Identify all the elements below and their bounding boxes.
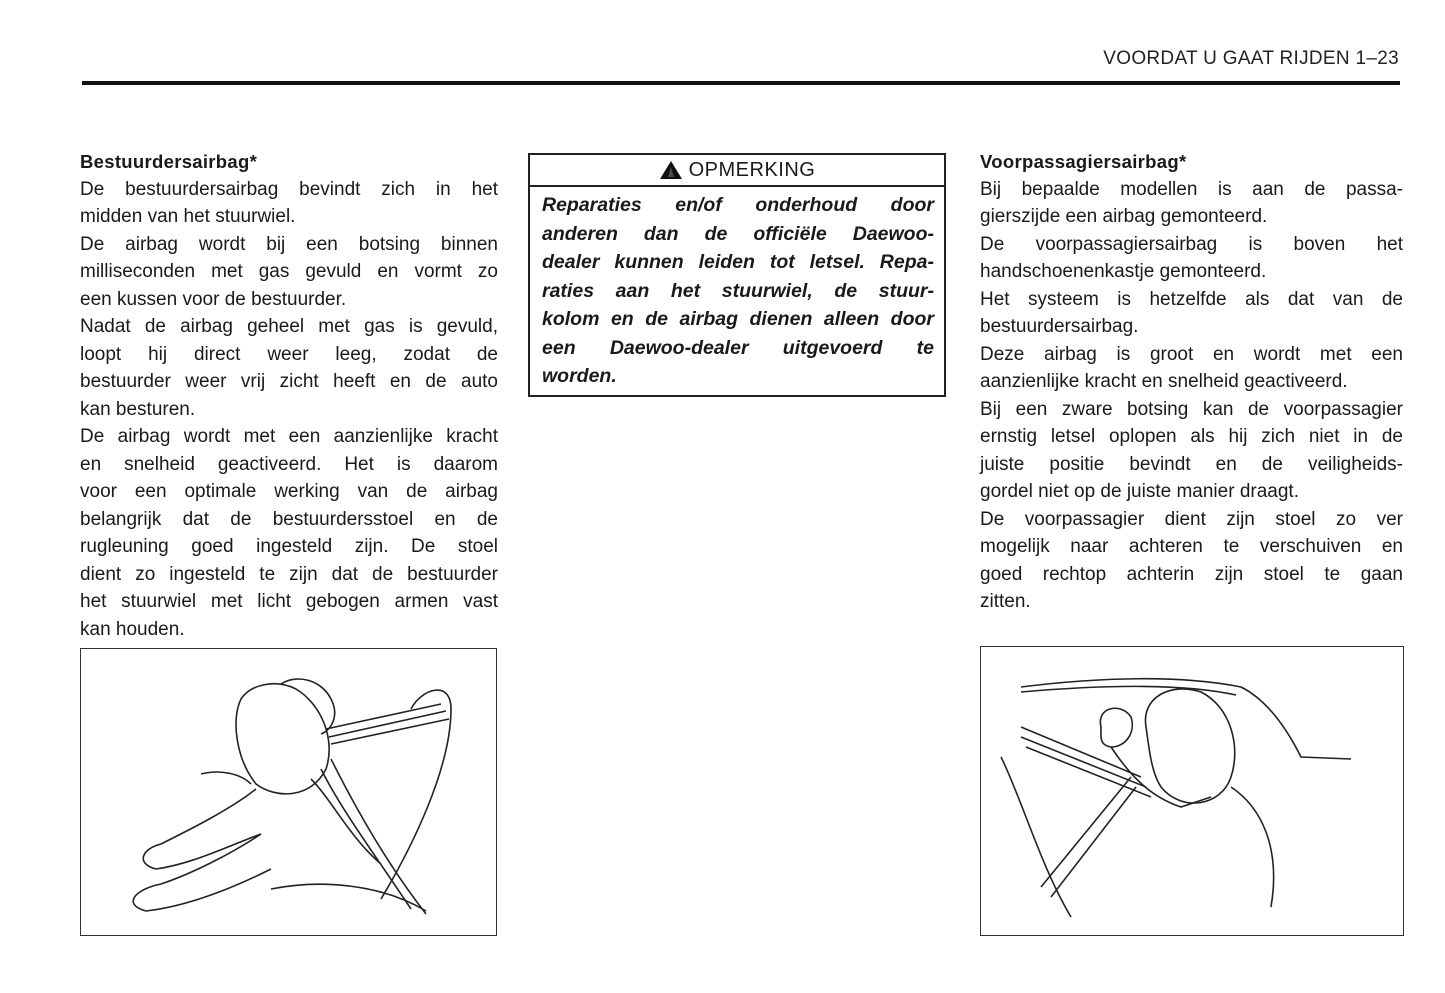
driver-airbag-section bbox=[80, 148, 498, 643]
notice-line: raties aan het stuurwiel, de stuur- bbox=[542, 279, 934, 302]
notice-text bbox=[530, 187, 944, 391]
passenger-airbag-section bbox=[980, 148, 1403, 616]
notice-title-text: OPMERKING bbox=[688, 158, 816, 181]
notice-line: Reparaties en/of onderhoud door bbox=[542, 194, 934, 216]
section-heading: Voorpassagiersairbag* bbox=[980, 151, 1187, 172]
section-title: VOORDAT U GAAT RIJDEN bbox=[1103, 48, 1350, 69]
text-line: loopt hij direct weer leeg, zodat de bbox=[80, 343, 498, 365]
notice-line: kolom en de airbag dienen alleen door bbox=[542, 308, 934, 330]
text-line: gordel niet op de juiste manier draagt. bbox=[980, 481, 1299, 502]
page-number: 1–23 bbox=[1355, 48, 1399, 69]
passenger-airbag-illustration bbox=[980, 646, 1404, 936]
text-line: milliseconden met gas gevuld en vormt zo bbox=[80, 261, 498, 282]
text-line: handschoenenkastje gemonteerd. bbox=[980, 261, 1267, 282]
text-line: De voorpassagiersairbag is boven het bbox=[980, 233, 1403, 255]
notice-line: worden. bbox=[542, 365, 617, 387]
driver-airbag-illustration bbox=[80, 648, 497, 936]
text-line: aanzienlijke kracht en snelheid geactiveerd. bbox=[980, 371, 1348, 392]
text-line: ernstig letsel oplopen als hij zich niet in de bbox=[980, 426, 1403, 447]
notice-title bbox=[530, 155, 944, 187]
text-line: dient zo ingesteld te zijn dat de bestuurder bbox=[80, 563, 498, 585]
notice-line: dealer kunnen leiden tot letsel. Repa- bbox=[542, 251, 934, 273]
body-text bbox=[80, 176, 498, 644]
text-line: voor een optimale werking van de airbag bbox=[80, 481, 498, 502]
notice-box bbox=[528, 153, 946, 397]
body-text bbox=[980, 176, 1403, 616]
text-line: Nadat de airbag geheel met gas is gevuld, bbox=[80, 316, 498, 337]
text-line: De bestuurdersairbag bevindt zich in het bbox=[80, 178, 498, 200]
text-line: goed rechtop achterin zijn stoel te gaan bbox=[980, 563, 1403, 585]
section-heading: Bestuurdersairbag* bbox=[80, 151, 258, 172]
running-header bbox=[1103, 48, 1399, 70]
header-rule bbox=[82, 81, 1400, 85]
text-line: De airbag wordt bij een botsing binnen bbox=[80, 233, 498, 255]
text-line: belangrijk dat de bestuurdersstoel en de bbox=[80, 508, 498, 530]
warning-triangle-icon bbox=[659, 160, 683, 180]
text-line: het stuurwiel met licht gebogen armen vast bbox=[80, 591, 498, 612]
text-line: Bij een zware botsing kan de voorpassagier bbox=[980, 398, 1403, 420]
text-line: kan besturen. bbox=[80, 398, 196, 420]
text-line: Bij bepaalde modellen is aan de passa- bbox=[980, 178, 1403, 200]
text-line: gierszijde een airbag gemonteerd. bbox=[980, 206, 1268, 227]
text-line: Het systeem is hetzelfde als dat van de bbox=[980, 288, 1403, 310]
notice-line: anderen dan de officiële Daewoo- bbox=[542, 222, 934, 245]
text-line: De voorpassagier dient zijn stoel zo ver bbox=[980, 508, 1403, 530]
text-line: De airbag wordt met een aanzienlijke kracht bbox=[80, 426, 498, 447]
text-line: rugleuning goed ingesteld zijn. De stoel bbox=[80, 536, 498, 557]
text-line: bestuurdersairbag. bbox=[980, 316, 1139, 337]
text-line: juiste positie bevindt en de veiligheids- bbox=[980, 453, 1403, 475]
text-line: zitten. bbox=[980, 591, 1031, 612]
text-line: midden van het stuurwiel. bbox=[80, 206, 296, 227]
notice-line: een Daewoo-dealer uitgevoerd te bbox=[542, 336, 934, 359]
text-line: een kussen voor de bestuurder. bbox=[80, 288, 347, 310]
text-line: mogelijk naar achteren te verschuiven en bbox=[980, 536, 1403, 557]
text-line: bestuurder weer vrij zicht heeft en de auto bbox=[80, 371, 498, 392]
text-line: Deze airbag is groot en wordt met een bbox=[980, 343, 1403, 365]
text-line: en snelheid geactiveerd. Het is daarom bbox=[80, 453, 498, 475]
text-line: kan houden. bbox=[80, 618, 185, 640]
